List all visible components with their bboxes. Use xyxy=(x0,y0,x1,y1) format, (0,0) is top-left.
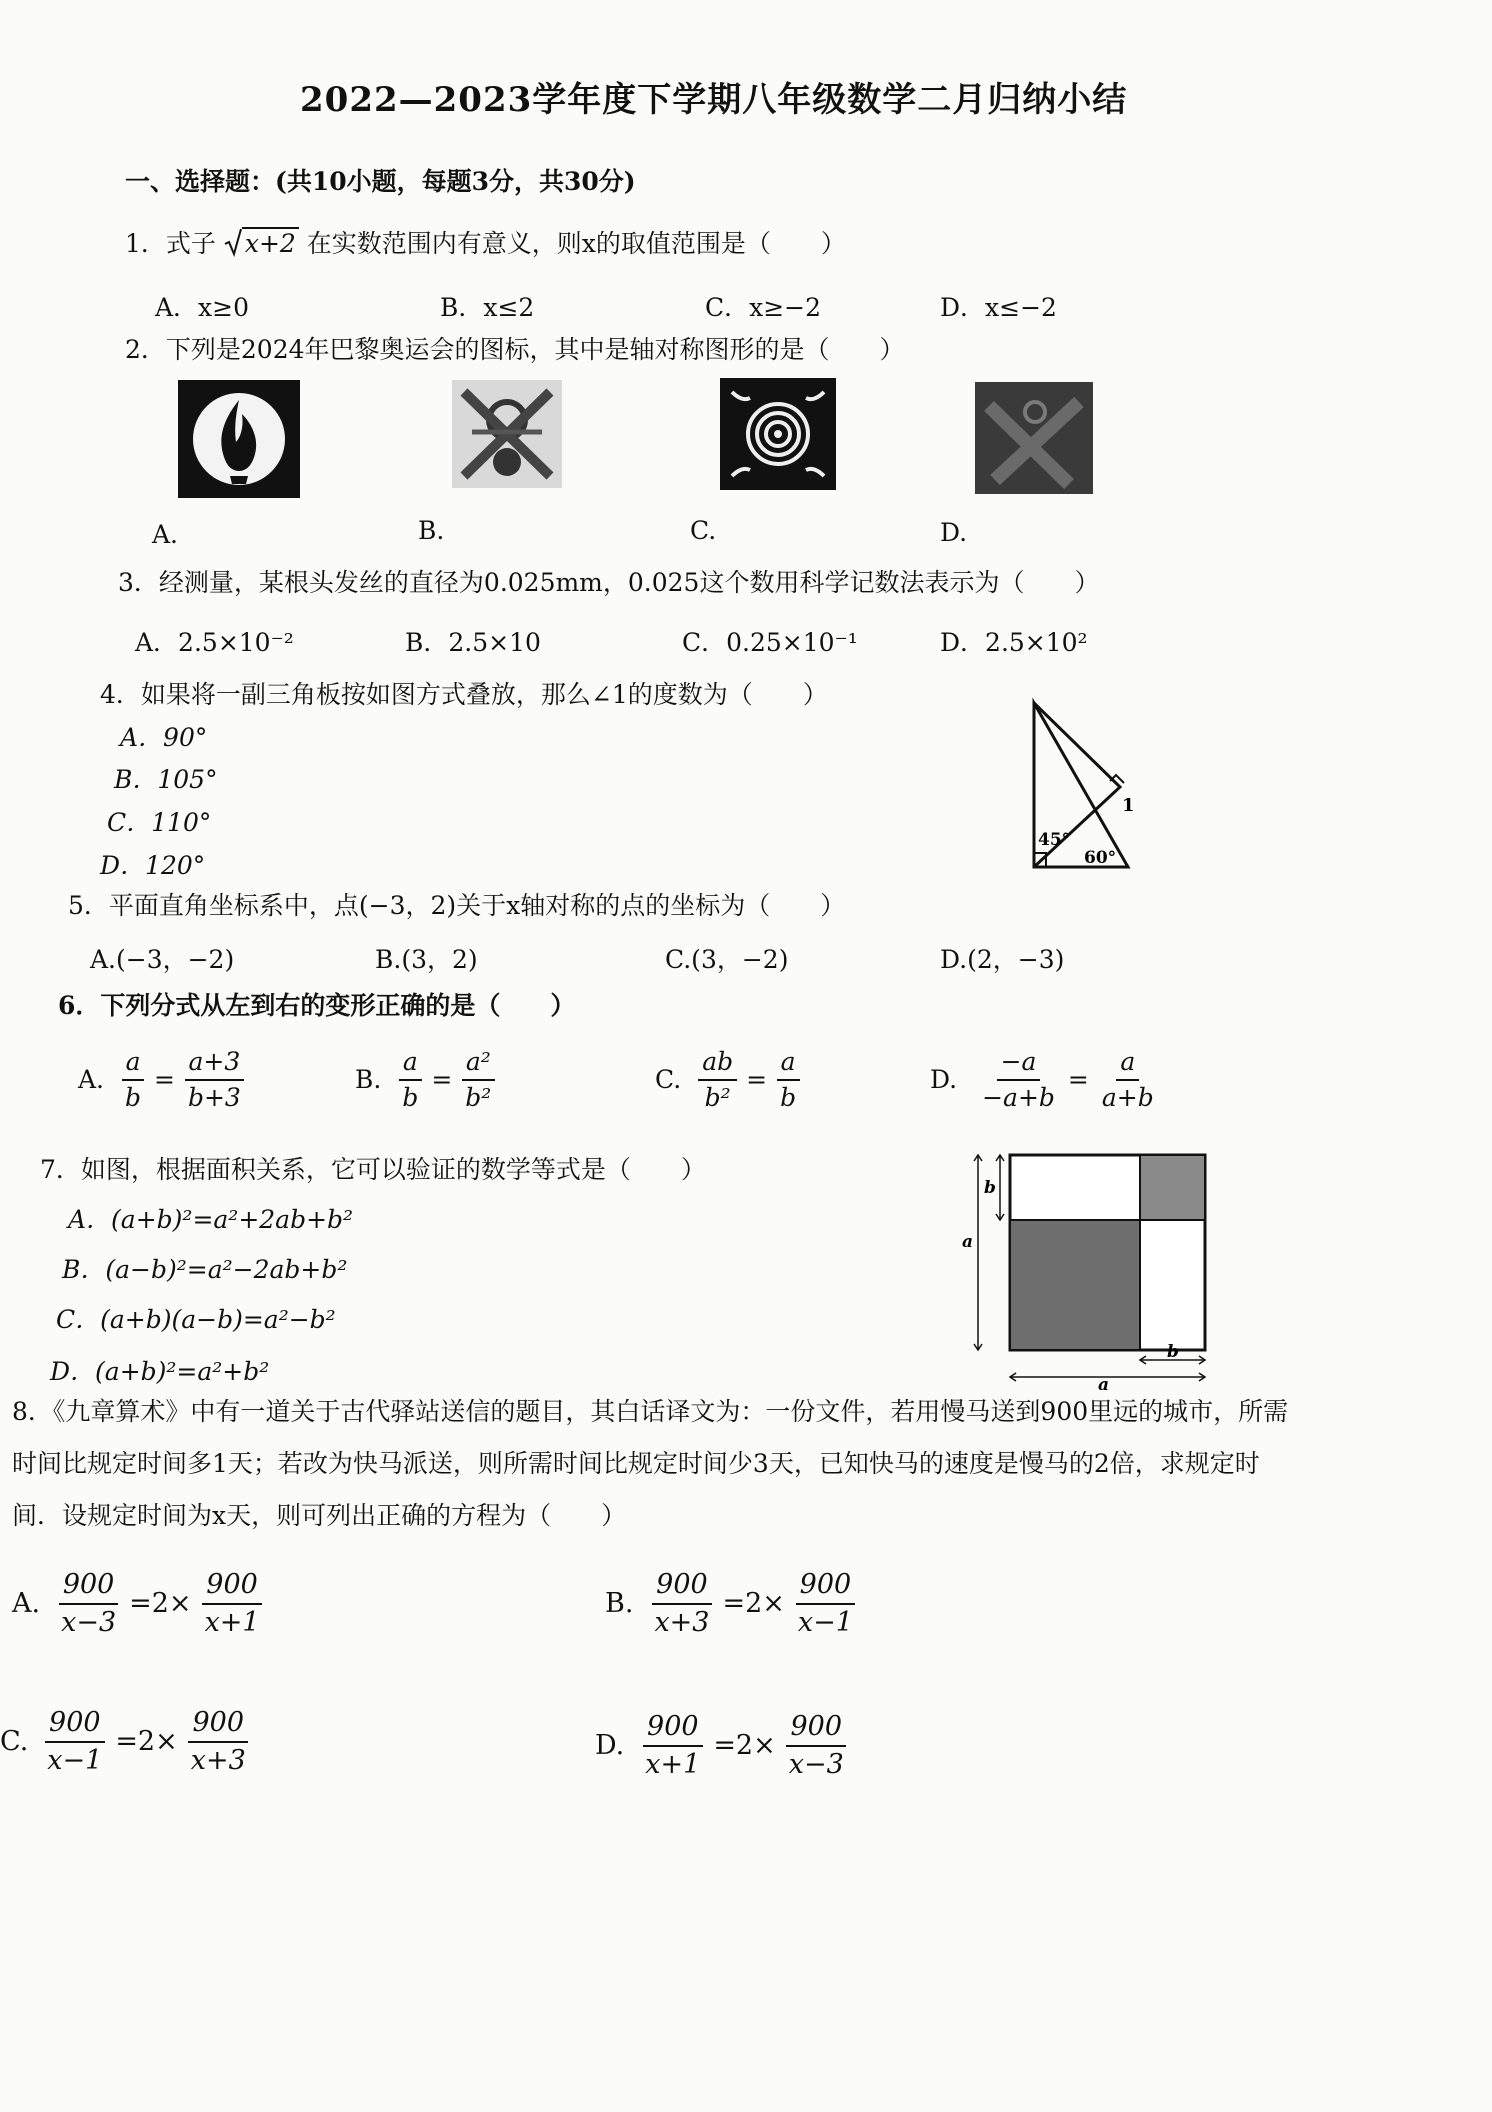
numerator: −a xyxy=(997,1048,1041,1081)
skateboard-icon xyxy=(975,382,1093,494)
q8-option-c[interactable] xyxy=(0,1708,253,1775)
q8-option-a[interactable] xyxy=(12,1570,267,1637)
q6a-left-fraction xyxy=(121,1048,145,1111)
numerator: a xyxy=(122,1048,145,1081)
numerator: 900 xyxy=(796,1570,856,1605)
numerator: 900 xyxy=(45,1708,105,1743)
q2-label-c[interactable]: C. xyxy=(690,516,717,545)
q5-option-c[interactable]: C.(3，−2) xyxy=(665,945,789,974)
denominator: b² xyxy=(704,1082,731,1112)
q8d-right-fraction xyxy=(785,1712,848,1779)
q1-option-c[interactable]: C．x≥−2 xyxy=(705,293,822,322)
label-b-left: b xyxy=(984,1178,996,1198)
q6-option-d[interactable] xyxy=(930,1048,1161,1111)
q6a-right-fraction xyxy=(184,1048,245,1111)
denominator: x+1 xyxy=(204,1606,260,1638)
numerator: 900 xyxy=(202,1570,262,1605)
q3-option-c[interactable]: C．0.25×10⁻¹ xyxy=(682,628,858,657)
q8a-right-fraction xyxy=(201,1570,264,1637)
flame-icon xyxy=(178,380,300,498)
q3-option-a[interactable]: A．2.5×10⁻² xyxy=(135,628,294,657)
q8-option-d[interactable] xyxy=(595,1712,851,1779)
cycling-icon xyxy=(452,380,562,488)
numerator: 900 xyxy=(188,1708,248,1743)
denominator: x+1 xyxy=(645,1748,701,1780)
q4-option-d[interactable]: D．120° xyxy=(100,851,206,880)
q6d-right-fraction xyxy=(1098,1048,1158,1111)
numerator: 900 xyxy=(652,1570,712,1605)
q8c-right-fraction xyxy=(187,1708,250,1775)
q1-stem-after: 在实数范围内有意义，则x的取值范围是（ ） xyxy=(306,229,846,258)
q6b-right-fraction xyxy=(461,1048,495,1111)
numerator: 900 xyxy=(786,1712,846,1747)
q7-option-d[interactable]: D．(a+b)²=a²+b² xyxy=(50,1357,270,1386)
denominator: b+3 xyxy=(187,1082,241,1112)
q5-option-d[interactable]: D.(2，−3) xyxy=(940,945,1065,974)
q6c-left-fraction xyxy=(698,1048,737,1111)
q8b-right-fraction xyxy=(794,1570,857,1637)
triangle-set-figure xyxy=(1010,695,1150,875)
question-4-stem: 4．如果将一副三角板按如图方式叠放，那么∠1的度数为（ ） xyxy=(100,680,828,709)
numerator: 900 xyxy=(59,1570,119,1605)
q8-label-b: B. xyxy=(605,1588,634,1620)
equals-sign: = xyxy=(746,1065,768,1094)
numerator: ab xyxy=(698,1048,737,1081)
q8c-left-fraction xyxy=(43,1708,106,1775)
q1-option-d[interactable]: D．x≤−2 xyxy=(940,293,1057,322)
target-icon xyxy=(720,378,836,490)
q8d-left-fraction xyxy=(641,1712,704,1779)
question-2-stem: 2．下列是2024年巴黎奥运会的图标，其中是轴对称图形的是（ ） xyxy=(125,335,905,364)
denominator: b xyxy=(402,1082,419,1112)
q8-label-d: D. xyxy=(595,1730,625,1762)
equation-operator: =2× xyxy=(722,1588,785,1620)
denominator: x−3 xyxy=(788,1748,844,1780)
q5-option-b[interactable]: B.(3，2) xyxy=(375,945,478,974)
radicand: x+2 xyxy=(242,227,299,258)
q6-option-a[interactable] xyxy=(78,1048,248,1111)
q4-option-a[interactable]: A．90° xyxy=(120,723,208,752)
q8-label-c: C. xyxy=(0,1726,29,1758)
q1-option-b[interactable]: B．x≤2 xyxy=(440,293,535,322)
label-b-bottom: b xyxy=(1167,1342,1179,1362)
q6-label-b: B. xyxy=(355,1065,382,1094)
q7-option-b[interactable]: B．(a−b)²=a²−2ab+b² xyxy=(62,1255,348,1284)
numerator: a xyxy=(1116,1048,1139,1081)
q8b-left-fraction xyxy=(650,1570,713,1637)
denominator: x+3 xyxy=(654,1606,710,1638)
equals-sign: = xyxy=(154,1065,175,1094)
section-heading: 一、选择题：(共10小题，每题3分，共30分) xyxy=(125,167,636,196)
area-square-figure xyxy=(960,1145,1220,1390)
q2-label-b[interactable]: B. xyxy=(418,516,445,545)
equation-operator: =2× xyxy=(129,1588,192,1620)
q3-option-d[interactable]: D．2.5×10² xyxy=(940,628,1088,657)
denominator: b² xyxy=(465,1082,492,1112)
equation-operator: =2× xyxy=(115,1726,178,1758)
q8-label-a: A. xyxy=(12,1588,41,1620)
q8a-left-fraction xyxy=(57,1570,120,1637)
q7-option-a[interactable]: A．(a+b)²=a²+2ab+b² xyxy=(68,1205,354,1234)
numerator: 900 xyxy=(643,1712,703,1747)
denominator: x−1 xyxy=(47,1744,103,1776)
q6-label-d: D. xyxy=(930,1065,958,1094)
q4-option-b[interactable]: B．105° xyxy=(114,765,218,794)
q1-stem-before: 1．式子 xyxy=(125,229,216,258)
denominator: −a+b xyxy=(982,1082,1055,1112)
figure-angle-60: 60° xyxy=(1084,848,1117,868)
question-3-stem: 3．经测量，某根头发丝的直径为0.025mm，0.025这个数用科学记数法表示为（ ） xyxy=(118,568,1100,597)
denominator: b xyxy=(780,1082,797,1112)
page-title: 2022—2023学年度下学期八年级数学二月归纳小结 xyxy=(300,80,1128,120)
numerator: a² xyxy=(462,1048,495,1081)
numerator: a+3 xyxy=(185,1048,245,1081)
sqrt-expression xyxy=(224,229,299,258)
question-7-stem: 7．如图，根据面积关系，它可以验证的数学等式是（ ） xyxy=(40,1155,706,1184)
q6b-left-fraction xyxy=(398,1048,422,1111)
q6c-right-fraction xyxy=(776,1048,800,1111)
denominator: a+b xyxy=(1101,1082,1154,1112)
equals-sign: = xyxy=(431,1065,453,1094)
q7-option-c[interactable]: C．(a+b)(a−b)=a²−b² xyxy=(56,1305,336,1334)
question-5-stem: 5．平面直角坐标系中，点(−3，2)关于x轴对称的点的坐标为（ ） xyxy=(68,891,846,920)
figure-angle-1: 1 xyxy=(1122,795,1135,816)
q6-label-a: A. xyxy=(78,1065,105,1094)
label-a-left: a xyxy=(962,1232,974,1252)
q6-label-c: C. xyxy=(655,1065,682,1094)
question-1-stem xyxy=(125,224,846,260)
denominator: b xyxy=(125,1082,142,1112)
q4-option-c[interactable]: C．110° xyxy=(107,808,212,837)
q3-option-b[interactable]: B．2.5×10 xyxy=(405,628,541,657)
figure-angle-45: 45° xyxy=(1038,830,1071,850)
question-8-stem: 8．《九章算术》中有一道关于古代驿站送信的题目，其白话译文为：一份文件，若用慢马送到900里远的城市，所需时间比规定时间多1天；若改为快马派送，则所需时间比规定时间少3天，已知快马的速度是慢马的2倍，求规定时间．设规定时间为x天，则可列出正确的方程为（ ） xyxy=(12,1397,1289,1530)
equals-sign: = xyxy=(1067,1065,1089,1094)
q8-option-b[interactable] xyxy=(605,1570,860,1637)
denominator: x−1 xyxy=(797,1606,853,1638)
radical-sign-icon xyxy=(224,227,242,257)
q6-option-b[interactable] xyxy=(355,1048,498,1111)
q2-label-d[interactable]: D. xyxy=(940,518,968,547)
label-a-bottom: a xyxy=(1098,1375,1110,1390)
q6d-left-fraction xyxy=(978,1048,1059,1111)
q5-option-a[interactable]: A.(−3，−2) xyxy=(90,945,235,974)
denominator: x−3 xyxy=(61,1606,117,1638)
equation-operator: =2× xyxy=(713,1730,776,1762)
denominator: x+3 xyxy=(190,1744,246,1776)
question-6-stem: 6．下列分式从左到右的变形正确的是（ ） xyxy=(58,991,576,1020)
numerator: a xyxy=(777,1048,800,1081)
q6-option-c[interactable] xyxy=(655,1048,803,1111)
numerator: a xyxy=(399,1048,422,1081)
q1-option-a[interactable]: A．x≥0 xyxy=(155,293,250,322)
q2-label-a[interactable]: A. xyxy=(152,520,179,549)
